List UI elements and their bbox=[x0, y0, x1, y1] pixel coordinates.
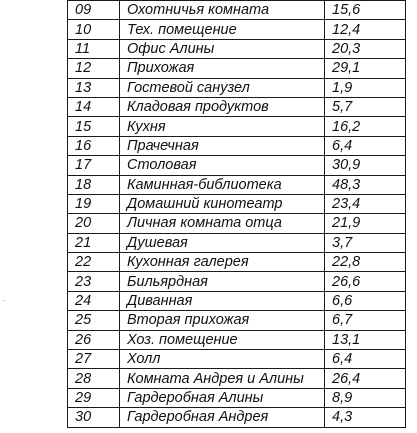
room-name-cell: Каминная-библиотека bbox=[120, 175, 325, 194]
margin-mark bbox=[3, 300, 5, 301]
room-area-cell: 5,7 bbox=[325, 97, 406, 116]
table-row bbox=[68, 408, 406, 427]
table-row bbox=[68, 156, 406, 175]
room-name-cell: Кухонная галерея bbox=[120, 253, 325, 272]
room-area-table bbox=[67, 0, 406, 428]
table-row bbox=[68, 253, 406, 272]
table-row bbox=[68, 311, 406, 330]
table-row bbox=[68, 214, 406, 233]
room-area-cell: 15,6 bbox=[325, 1, 406, 20]
room-area-cell: 13,1 bbox=[325, 330, 406, 349]
room-area-cell: 23,4 bbox=[325, 194, 406, 213]
room-name-cell: Комната Андрея и Алины bbox=[120, 369, 325, 388]
table-row bbox=[68, 350, 406, 369]
room-area-cell: 1,9 bbox=[325, 78, 406, 97]
room-number-cell: 25 bbox=[68, 311, 120, 330]
room-name-cell: Гардеробная Андрея bbox=[120, 408, 325, 427]
room-number-cell: 15 bbox=[68, 117, 120, 136]
room-number-cell: 18 bbox=[68, 175, 120, 194]
room-name-cell: Бильярдная bbox=[120, 272, 325, 291]
room-name-cell: Тех. помещение bbox=[120, 20, 325, 39]
room-number-cell: 21 bbox=[68, 233, 120, 252]
room-area-cell: 21,9 bbox=[325, 214, 406, 233]
room-name-cell: Гардеробная Алины bbox=[120, 388, 325, 407]
room-number-cell: 24 bbox=[68, 291, 120, 310]
room-area-cell: 26,4 bbox=[325, 369, 406, 388]
room-number-cell: 09 bbox=[68, 1, 120, 20]
room-number-cell: 22 bbox=[68, 253, 120, 272]
room-area-cell: 26,6 bbox=[325, 272, 406, 291]
room-area-cell: 22,8 bbox=[325, 253, 406, 272]
room-name-cell: Кухня bbox=[120, 117, 325, 136]
room-number-cell: 23 bbox=[68, 272, 120, 291]
table-row bbox=[68, 117, 406, 136]
room-area-cell: 48,3 bbox=[325, 175, 406, 194]
room-area-cell: 4,3 bbox=[325, 408, 406, 427]
room-number-cell: 17 bbox=[68, 156, 120, 175]
room-name-cell: Вторая прихожая bbox=[120, 311, 325, 330]
room-area-cell: 8,9 bbox=[325, 388, 406, 407]
table-row bbox=[68, 97, 406, 116]
room-area-cell: 30,9 bbox=[325, 156, 406, 175]
room-area-cell: 6,4 bbox=[325, 136, 406, 155]
room-name-cell: Хоз. помещение bbox=[120, 330, 325, 349]
table-row bbox=[68, 330, 406, 349]
room-number-cell: 19 bbox=[68, 194, 120, 213]
table-row bbox=[68, 39, 406, 58]
table-row bbox=[68, 291, 406, 310]
room-name-cell: Охотничья комната bbox=[120, 1, 325, 20]
room-number-cell: 12 bbox=[68, 59, 120, 78]
room-name-cell: Столовая bbox=[120, 156, 325, 175]
room-name-cell: Гостевой санузел bbox=[120, 78, 325, 97]
table-row bbox=[68, 233, 406, 252]
room-number-cell: 29 bbox=[68, 388, 120, 407]
table-row bbox=[68, 272, 406, 291]
room-number-cell: 30 bbox=[68, 408, 120, 427]
room-name-cell: Кладовая продуктов bbox=[120, 97, 325, 116]
room-name-cell: Личная комната отца bbox=[120, 214, 325, 233]
room-number-cell: 13 bbox=[68, 78, 120, 97]
room-area-cell: 16,2 bbox=[325, 117, 406, 136]
room-number-cell: 11 bbox=[68, 39, 120, 58]
table-row bbox=[68, 59, 406, 78]
room-table-body bbox=[68, 0, 406, 427]
room-area-cell: 6,4 bbox=[325, 350, 406, 369]
room-name-cell: Домашний кинотеатр bbox=[120, 194, 325, 213]
table-row bbox=[68, 136, 406, 155]
room-area-cell: 12,4 bbox=[325, 20, 406, 39]
table-row bbox=[68, 175, 406, 194]
room-area-cell: 6,6 bbox=[325, 291, 406, 310]
room-area-cell: 20,3 bbox=[325, 39, 406, 58]
room-number-cell: 28 bbox=[68, 369, 120, 388]
table-row bbox=[68, 388, 406, 407]
room-number-cell: 27 bbox=[68, 350, 120, 369]
table-row bbox=[68, 1, 406, 20]
room-name-cell: Холл bbox=[120, 350, 325, 369]
room-name-cell: Офис Алины bbox=[120, 39, 325, 58]
room-name-cell: Прачечная bbox=[120, 136, 325, 155]
room-number-cell: 16 bbox=[68, 136, 120, 155]
table-row bbox=[68, 369, 406, 388]
room-number-cell: 10 bbox=[68, 20, 120, 39]
room-name-cell: Диванная bbox=[120, 291, 325, 310]
room-area-cell: 3,7 bbox=[325, 233, 406, 252]
room-number-cell: 14 bbox=[68, 97, 120, 116]
room-number-cell: 20 bbox=[68, 214, 120, 233]
room-area-cell: 6,7 bbox=[325, 311, 406, 330]
table-row bbox=[68, 20, 406, 39]
room-number-cell: 26 bbox=[68, 330, 120, 349]
table-row bbox=[68, 194, 406, 213]
room-name-cell: Прихожая bbox=[120, 59, 325, 78]
table-row bbox=[68, 78, 406, 97]
room-area-cell: 29,1 bbox=[325, 59, 406, 78]
room-name-cell: Душевая bbox=[120, 233, 325, 252]
